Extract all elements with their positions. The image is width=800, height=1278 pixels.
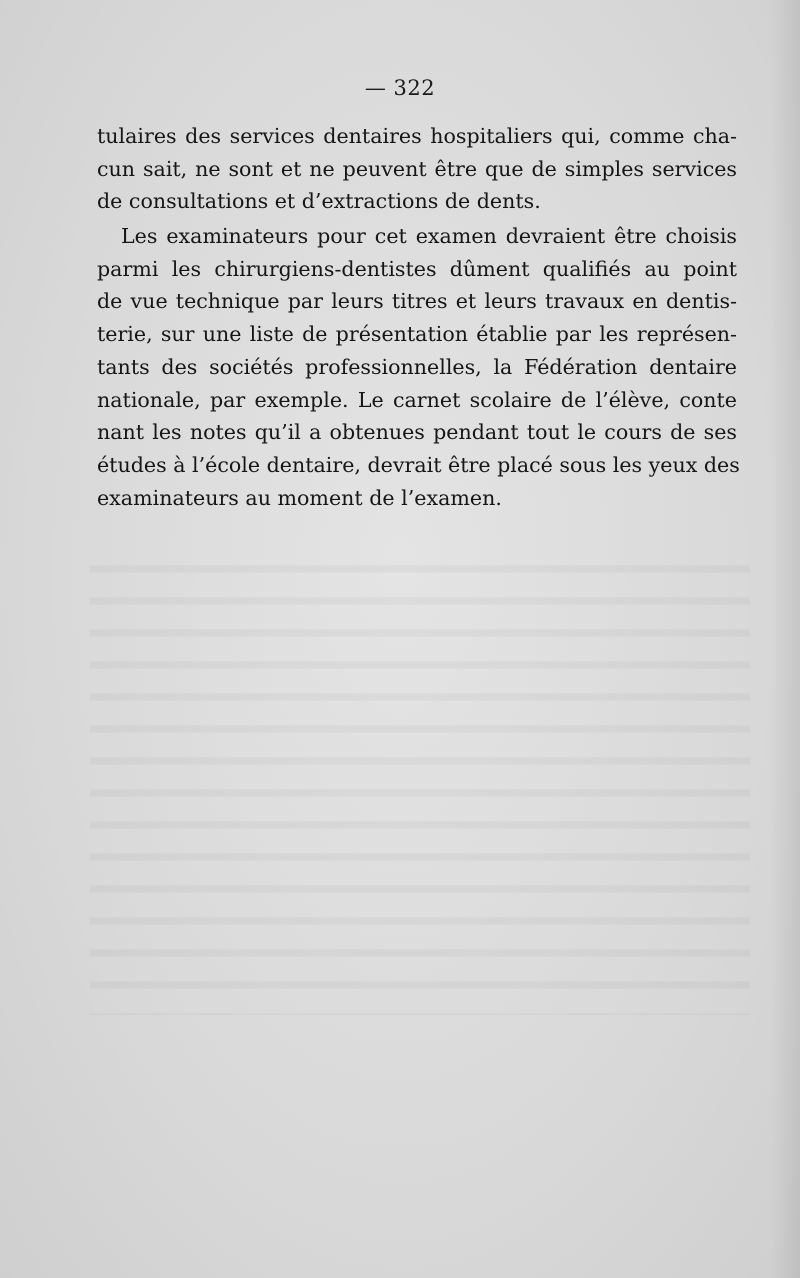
text-line: Les examinateurs pour cet examen devraient être choisis: [121, 224, 737, 249]
paragraph-1: [97, 120, 737, 218]
bleed-through-texture: [90, 545, 750, 1015]
page-number: — 322: [364, 76, 436, 100]
text-line: tants des sociétés professionnelles, la Fédération dentaire: [97, 354, 737, 379]
text-line: terie, sur une liste de présentation établie par les représen-: [97, 322, 737, 347]
text-line: nant les notes qu’il a obtenues pendant tout le cours de ses: [97, 420, 737, 445]
text-line: nationale, par exemple. Le carnet scolaire de l’élève, conte: [97, 387, 737, 412]
text-line: de vue technique par leurs titres et leurs travaux en dentis-: [97, 289, 737, 314]
body-text: [97, 120, 740, 516]
text-line: parmi les chirurgiens-dentistes dûment qualifiés au point: [97, 256, 737, 281]
text-line: études à l’école dentaire, devrait être placé sous les yeux des: [97, 452, 740, 477]
text-line: tulaires des services dentaires hospitaliers qui, comme cha-: [97, 124, 737, 148]
page-edge-shadow: [770, 0, 800, 1278]
text-line: cun sait, ne sont et ne peuvent être que de simples services: [97, 156, 737, 181]
text-line: examinateurs au moment de l’examen.: [97, 485, 502, 510]
paragraph-2: [97, 220, 740, 514]
text-line: de consultations et d’extractions de dents.: [97, 189, 541, 214]
